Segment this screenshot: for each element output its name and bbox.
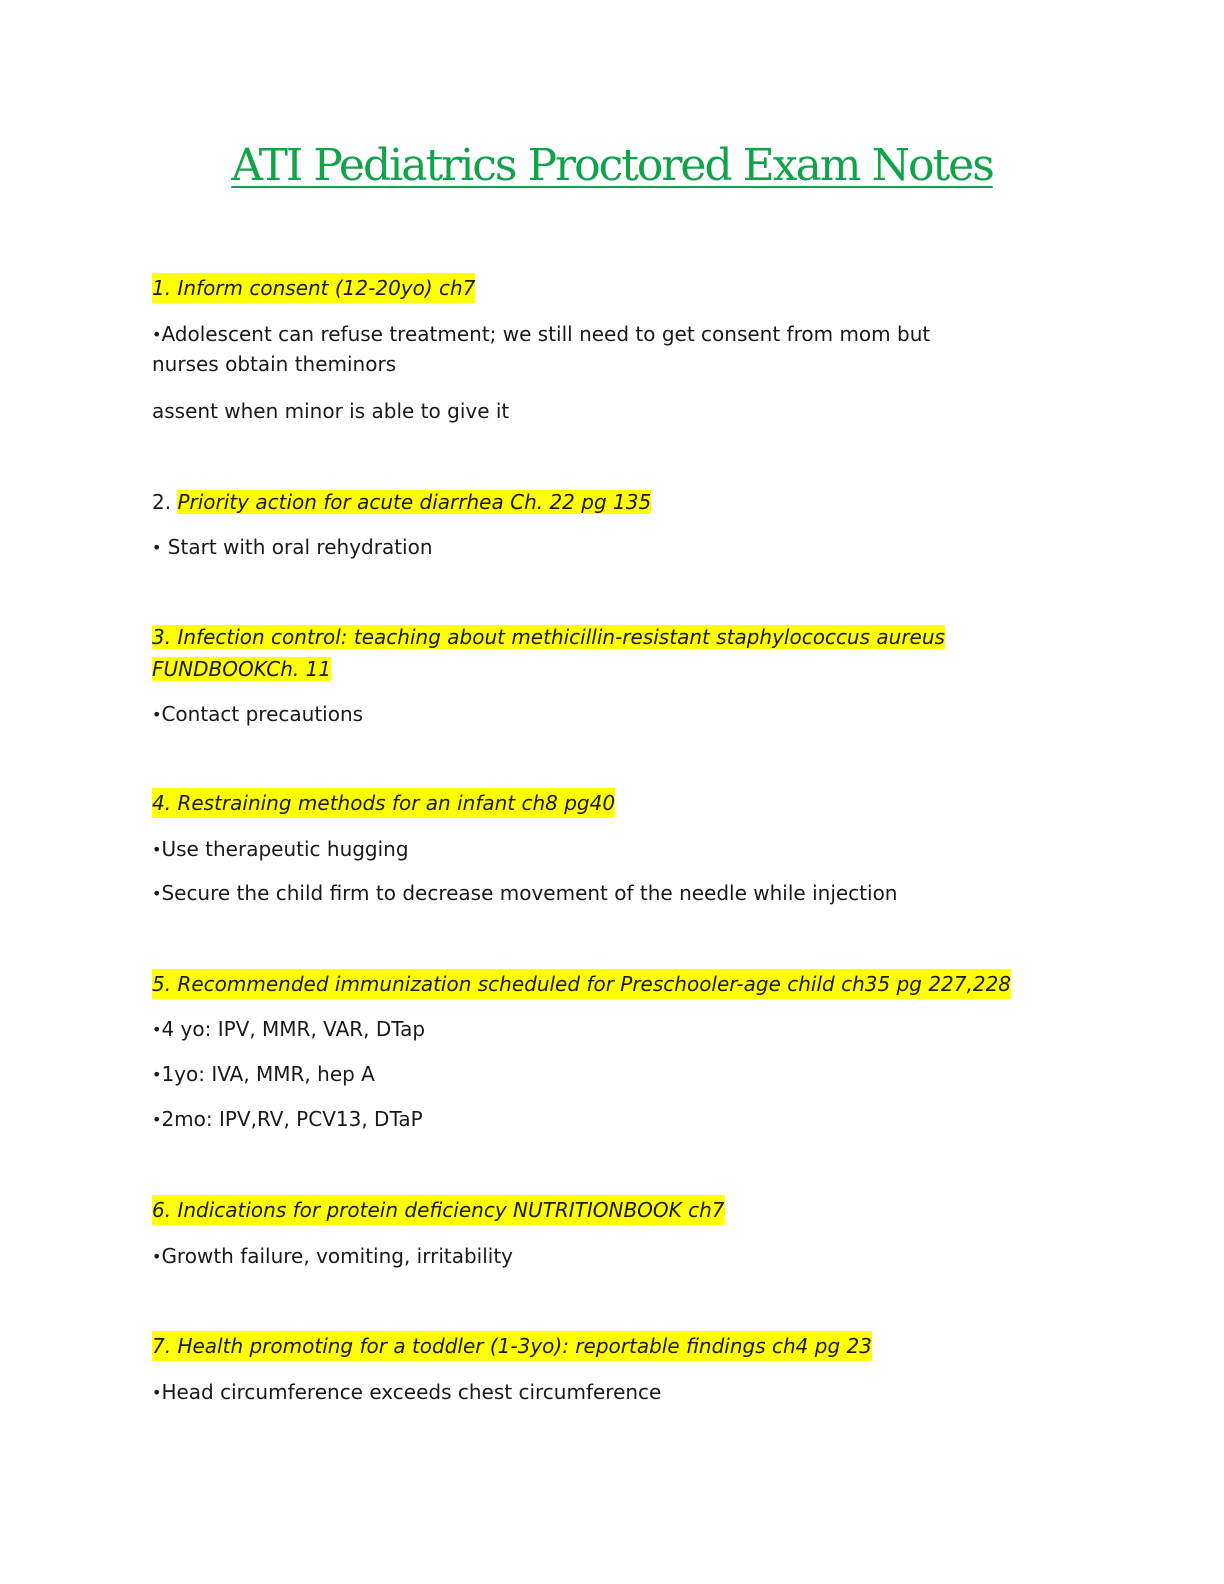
section-5-bullet-2-text: 1yo: IVA, MMR, hep A xyxy=(161,1062,375,1086)
section-5-bullet-3 xyxy=(152,1104,423,1135)
section-1-line-2: nurses obtain theminors xyxy=(152,352,397,376)
bullet-icon: • xyxy=(152,705,162,724)
bullet-icon: • xyxy=(152,1247,162,1266)
section-4-heading-text: Restraining methods for an infant ch8 pg40 xyxy=(177,791,616,815)
section-1-line-1 xyxy=(152,319,930,350)
section-7-number: 7. xyxy=(152,1334,172,1358)
section-1-number: 1. xyxy=(152,276,172,300)
section-6-heading-text: Indications for protein deficiency NUTRITIONBOOK ch7 xyxy=(177,1198,725,1222)
section-3-bullet-1-text: Contact precautions xyxy=(161,702,364,726)
section-5-heading xyxy=(152,969,1011,999)
section-4-bullet-2 xyxy=(152,878,897,909)
section-6-heading xyxy=(152,1195,725,1225)
section-2-heading-text: Priority action for acute diarrhea Ch. 22 pg 135 xyxy=(177,490,652,514)
section-1-heading-text: Inform consent (12-20yo) ch7 xyxy=(177,276,476,300)
section-4-heading xyxy=(152,788,615,818)
bullet-icon: • xyxy=(152,1065,162,1084)
section-1-heading xyxy=(152,273,475,303)
section-7-bullet-1 xyxy=(152,1377,661,1408)
section-2-bullet-1-text: Start with oral rehydration xyxy=(167,535,433,559)
section-3-heading-line-2 xyxy=(152,654,331,684)
bullet-icon: • xyxy=(152,1110,162,1129)
section-4-bullet-2-text: Secure the child firm to decrease movement of the needle while injection xyxy=(161,881,898,905)
section-3-heading-text-1: Infection control: teaching about methicillin-resistant staphylococcus aureus xyxy=(177,625,945,649)
section-3-heading-line-1 xyxy=(152,622,945,652)
section-6-number: 6. xyxy=(152,1198,172,1222)
section-6-bullet-1 xyxy=(152,1241,513,1272)
bullet-icon: • xyxy=(152,538,162,557)
section-5-heading-text: Recommended immunization scheduled for Preschooler-age child ch35 pg 227,228 xyxy=(177,972,1012,996)
section-3-bullet-1 xyxy=(152,699,363,730)
section-5-bullet-1-text: 4 yo: IPV, MMR, VAR, DTap xyxy=(161,1017,426,1041)
page-title: ATI Pediatrics Proctored Exam Notes xyxy=(231,140,993,191)
section-2-heading xyxy=(152,487,651,517)
bullet-icon: • xyxy=(152,1383,162,1402)
section-7-heading xyxy=(152,1331,872,1361)
section-3-heading-text-2: FUNDBOOKCh. 11 xyxy=(152,657,332,681)
section-2-bullet-1 xyxy=(152,532,433,563)
bullet-icon: • xyxy=(152,840,162,859)
bullet-icon: • xyxy=(152,1020,162,1039)
bullet-icon: • xyxy=(152,325,162,344)
section-6-bullet-1-text: Growth failure, vomiting, irritability xyxy=(161,1244,514,1268)
section-5-number: 5. xyxy=(152,972,172,996)
section-1-line-3: assent when minor is able to give it xyxy=(152,399,510,423)
section-7-bullet-1-text: Head circumference exceeds chest circumference xyxy=(161,1380,662,1404)
section-5-bullet-1 xyxy=(152,1014,425,1045)
section-7-heading-text: Health promoting for a toddler (1-3yo): reportable findings ch4 pg 23 xyxy=(177,1334,872,1358)
bullet-icon: • xyxy=(152,884,162,903)
section-4-bullet-1 xyxy=(152,834,409,865)
section-4-bullet-1-text: Use therapeutic hugging xyxy=(161,837,409,861)
section-5-bullet-3-text: 2mo: IPV,RV, PCV13, DTaP xyxy=(161,1107,423,1131)
section-4-number: 4. xyxy=(152,791,172,815)
section-5-bullet-2 xyxy=(152,1059,375,1090)
section-3-number: 3. xyxy=(152,625,172,649)
section-1-line-1-text: Adolescent can refuse treatment; we still need to get consent from mom but xyxy=(161,322,931,346)
section-2-number: 2. xyxy=(152,490,172,514)
